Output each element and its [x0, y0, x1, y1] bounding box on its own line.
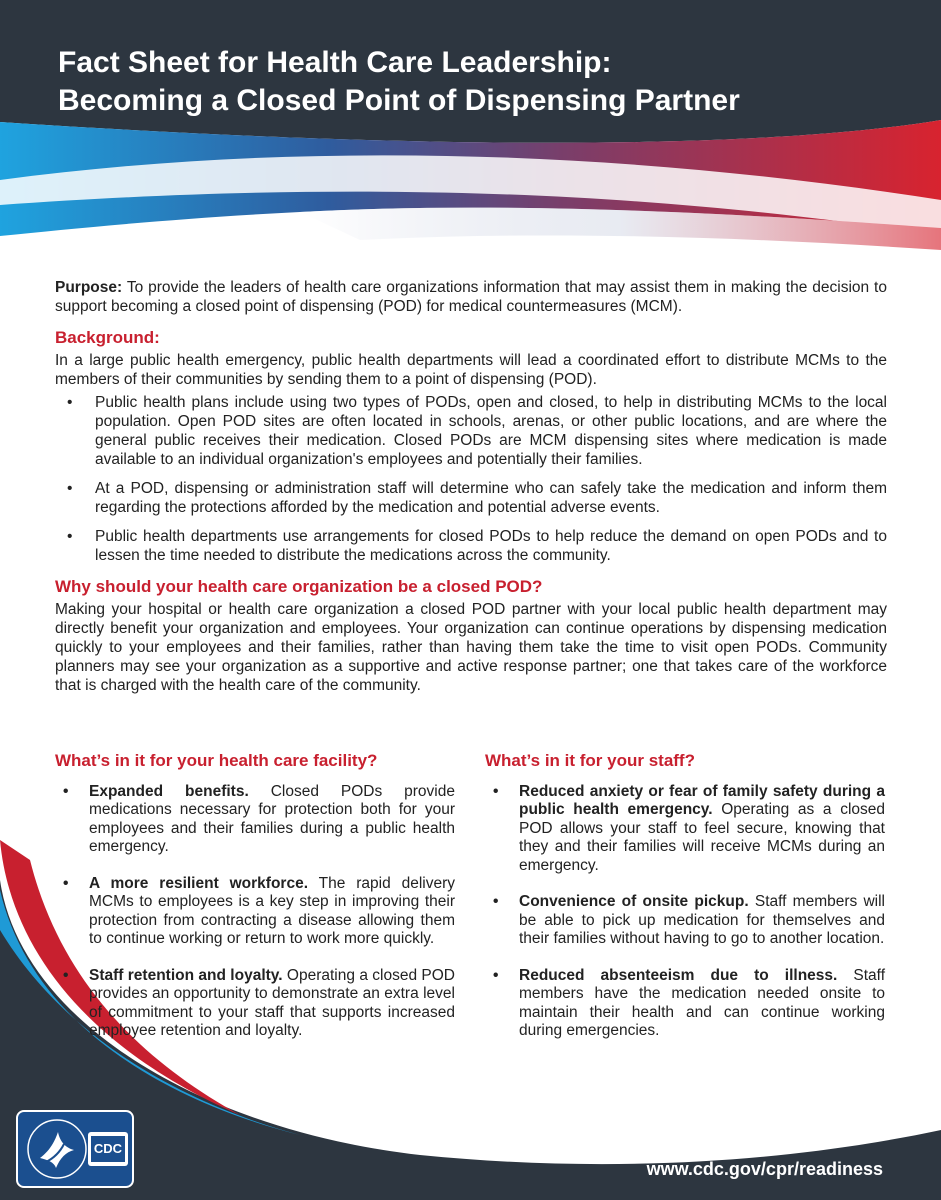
- item-text: Staff members have the medication needed onsite to maintain their health and can continue working during emergencies.: [519, 966, 885, 1039]
- header-banner: [0, 0, 941, 260]
- item-text: Staff members will be able to pick up medication for themselves and their families without having to go to another location.: [519, 893, 885, 947]
- list-item: [55, 783, 455, 857]
- staff-heading: What’s in it for your staff?: [485, 751, 695, 770]
- background-intro: In a large public health emergency, public health departments will lead a coordinated effort to distribute MCMs to the members of their communities by sending them to a point of dispensing (POD).: [55, 352, 887, 388]
- page-title: [58, 44, 898, 120]
- hhs-eagle-icon: [26, 1118, 88, 1180]
- item-text: The rapid delivery MCMs to employees is a key step in improving their protection from contracting a disease allowing them to continue working or return to work more quickly.: [89, 874, 455, 947]
- list-item: • At a POD, dispensing or administration staff will determine who can safely take the medication and inform them regarding the protections afforded by the medication and potential adverse events.: [55, 479, 887, 517]
- item-title: Staff retention and loyalty.: [89, 966, 283, 984]
- why-heading: Why should your health care organization be a closed POD?: [55, 577, 543, 596]
- purpose-text: To provide the leaders of health care organizations information that may assist them in making the decision to support becoming a closed point of dispensing (POD) for medical countermeasures (MCM).: [55, 279, 887, 315]
- cdc-logo-icon: [88, 1132, 128, 1166]
- why-paragraph: Making your hospital or health care organization a closed POD partner with your local public health department may directly benefit your organization and employees. Your organization can continue operations by dispensing medication quickly to your employees and their families, rather than having them take the time to visit open PODs. Community planners may see your organization as a supportive and active response partner; one that takes care of the workforce that is charged with the health care of the community.: [55, 601, 887, 694]
- facility-heading: What’s in it for your health care facility?: [55, 751, 378, 770]
- list-item: • Public health plans include using two types of PODs, open and closed, to help in distributing MCMs to the local population. Open POD sites are often located in schools, arenas, or other public locations, and are where the general public receives their medication. Closed PODs are MCM dispensing sites where medication is made available to an individual organization's employees and potentially their families.: [55, 393, 887, 469]
- background-list: [55, 393, 887, 565]
- item-title: Expanded benefits.: [89, 782, 249, 800]
- main-content: [55, 278, 887, 695]
- title-line-1: Fact Sheet for Health Care Leadership:: [58, 46, 612, 79]
- cdc-logo-text: CDC: [91, 1136, 125, 1162]
- background-heading: Background:: [55, 328, 160, 347]
- item-title: Reduced anxiety or fear of family safety during a public health emergency.: [519, 782, 885, 818]
- staff-list: [485, 783, 885, 1041]
- list-item: • Public health departments use arrangements for closed PODs to help reduce the demand on open PODs and to lessen the time needed to distribute the medications across the community.: [55, 527, 887, 565]
- hhs-cdc-logo: [16, 1110, 134, 1188]
- list-item: [55, 875, 455, 949]
- list-item: [485, 967, 885, 1041]
- footer-url[interactable]: www.cdc.gov/cpr/readiness: [646, 1159, 883, 1179]
- item-title: Convenience of onsite pickup.: [519, 893, 749, 910]
- list-item: [485, 783, 885, 876]
- list-item: [485, 893, 885, 949]
- facility-column: [55, 752, 455, 1059]
- item-text: Operating as a closed POD allows your staff to feel secure, knowing that they and their families will receive MCMs during an emergency.: [519, 801, 886, 874]
- item-text: Closed PODs provide medications necessary for protection both for your employees and their families during a public health emergency.: [89, 782, 455, 855]
- item-text: Operating a closed POD provides an opportunity to demonstrate an extra level of commitment to your staff that supports increased employee retention and loyalty.: [89, 966, 455, 1039]
- staff-column: [485, 752, 885, 1059]
- item-title: Reduced absenteeism due to illness.: [519, 966, 838, 984]
- facility-list: [55, 783, 455, 1041]
- purpose-paragraph: [55, 278, 887, 316]
- list-item: [55, 967, 455, 1041]
- purpose-label: Purpose:: [55, 279, 123, 296]
- title-line-2: Becoming a Closed Point of Dispensing Partner: [58, 84, 740, 117]
- item-title: A more resilient workforce.: [89, 874, 309, 892]
